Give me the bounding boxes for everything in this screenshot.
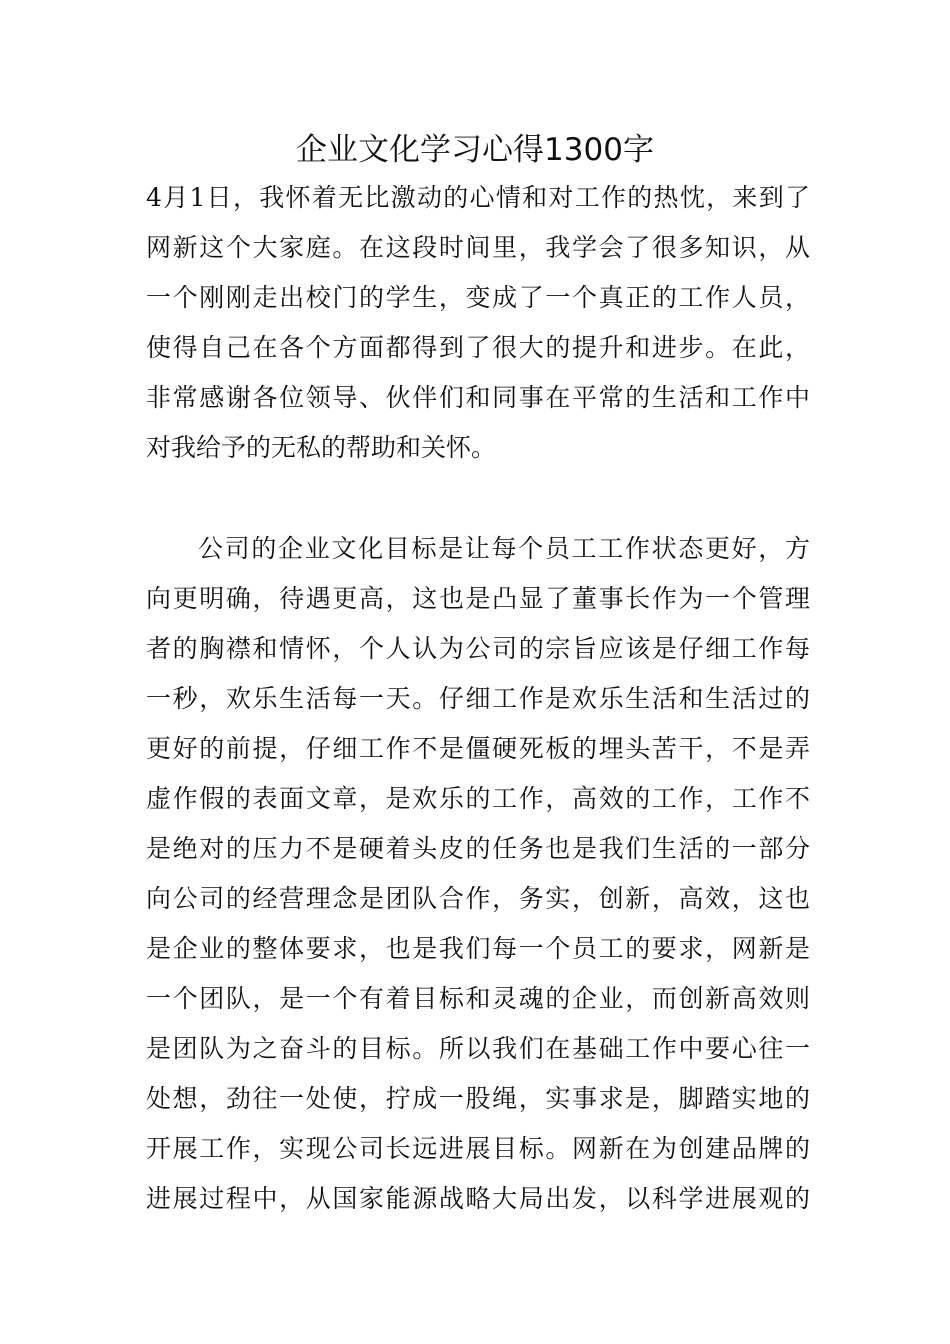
text-line: 是企业的整体要求，也是我们每一个员工的要求，网新是 xyxy=(146,934,810,963)
text-line: 使得自己在各个方面都得到了很大的提升和进步。在此， xyxy=(146,333,810,362)
text-line: 对我给予的无私的帮助和关怀。 xyxy=(146,433,497,462)
text-line: 一秒，欢乐生活每一天。仔细工作是欢乐生活和生活过的 xyxy=(146,684,810,713)
text-line: 公司的企业文化目标是让每个员工工作状态更好，方 xyxy=(198,534,810,563)
text-line: 是团队为之奋斗的目标。所以我们在基础工作中要心往一 xyxy=(146,1034,810,1063)
paragraph-1 xyxy=(146,173,810,473)
text-line: 处想，劲往一处使，拧成一股绳，实事求是，脚踏实地的 xyxy=(146,1084,810,1113)
text-line: 者的胸襟和情怀，个人认为公司的宗旨应该是仔细工作每 xyxy=(146,634,810,663)
text-line: 一个团队，是一个有着目标和灵魂的企业，而创新高效则 xyxy=(146,984,810,1013)
text-line: 进展过程中，从国家能源战略大局出发，以科学进展观的 xyxy=(146,1184,810,1213)
text-line: 开展工作，实现公司长远进展目标。网新在为创建品牌的 xyxy=(146,1134,810,1163)
text-line: 一个刚刚走出校门的学生，变成了一个真正的工作人员， xyxy=(146,283,810,312)
text-line: 非常感谢各位领导、伙伴们和同事在平常的生活和工作中 xyxy=(146,383,810,412)
text-line: 网新这个大家庭。在这段时间里，我学会了很多知识，从 xyxy=(146,233,810,262)
text-line: 4月1日，我怀着无比激动的心情和对工作的热忱，来到了 xyxy=(146,183,810,212)
text-line: 向公司的经营理念是团队合作，务实，创新，高效，这也 xyxy=(146,884,810,913)
text-line: 更好的前提，仔细工作不是僵硬死板的埋头苦干，不是弄 xyxy=(146,734,810,763)
text-line: 向更明确，待遇更高，这也是凸显了董事长作为一个管理 xyxy=(146,584,810,613)
text-line: 虚作假的表面文章，是欢乐的工作，高效的工作，工作不 xyxy=(146,784,810,813)
text-line: 是绝对的压力不是硬着头皮的任务也是我们生活的一部分 xyxy=(146,834,810,863)
paragraph-2 xyxy=(146,524,810,1224)
document-title: 企业文化学习心得1300字 xyxy=(296,132,654,168)
